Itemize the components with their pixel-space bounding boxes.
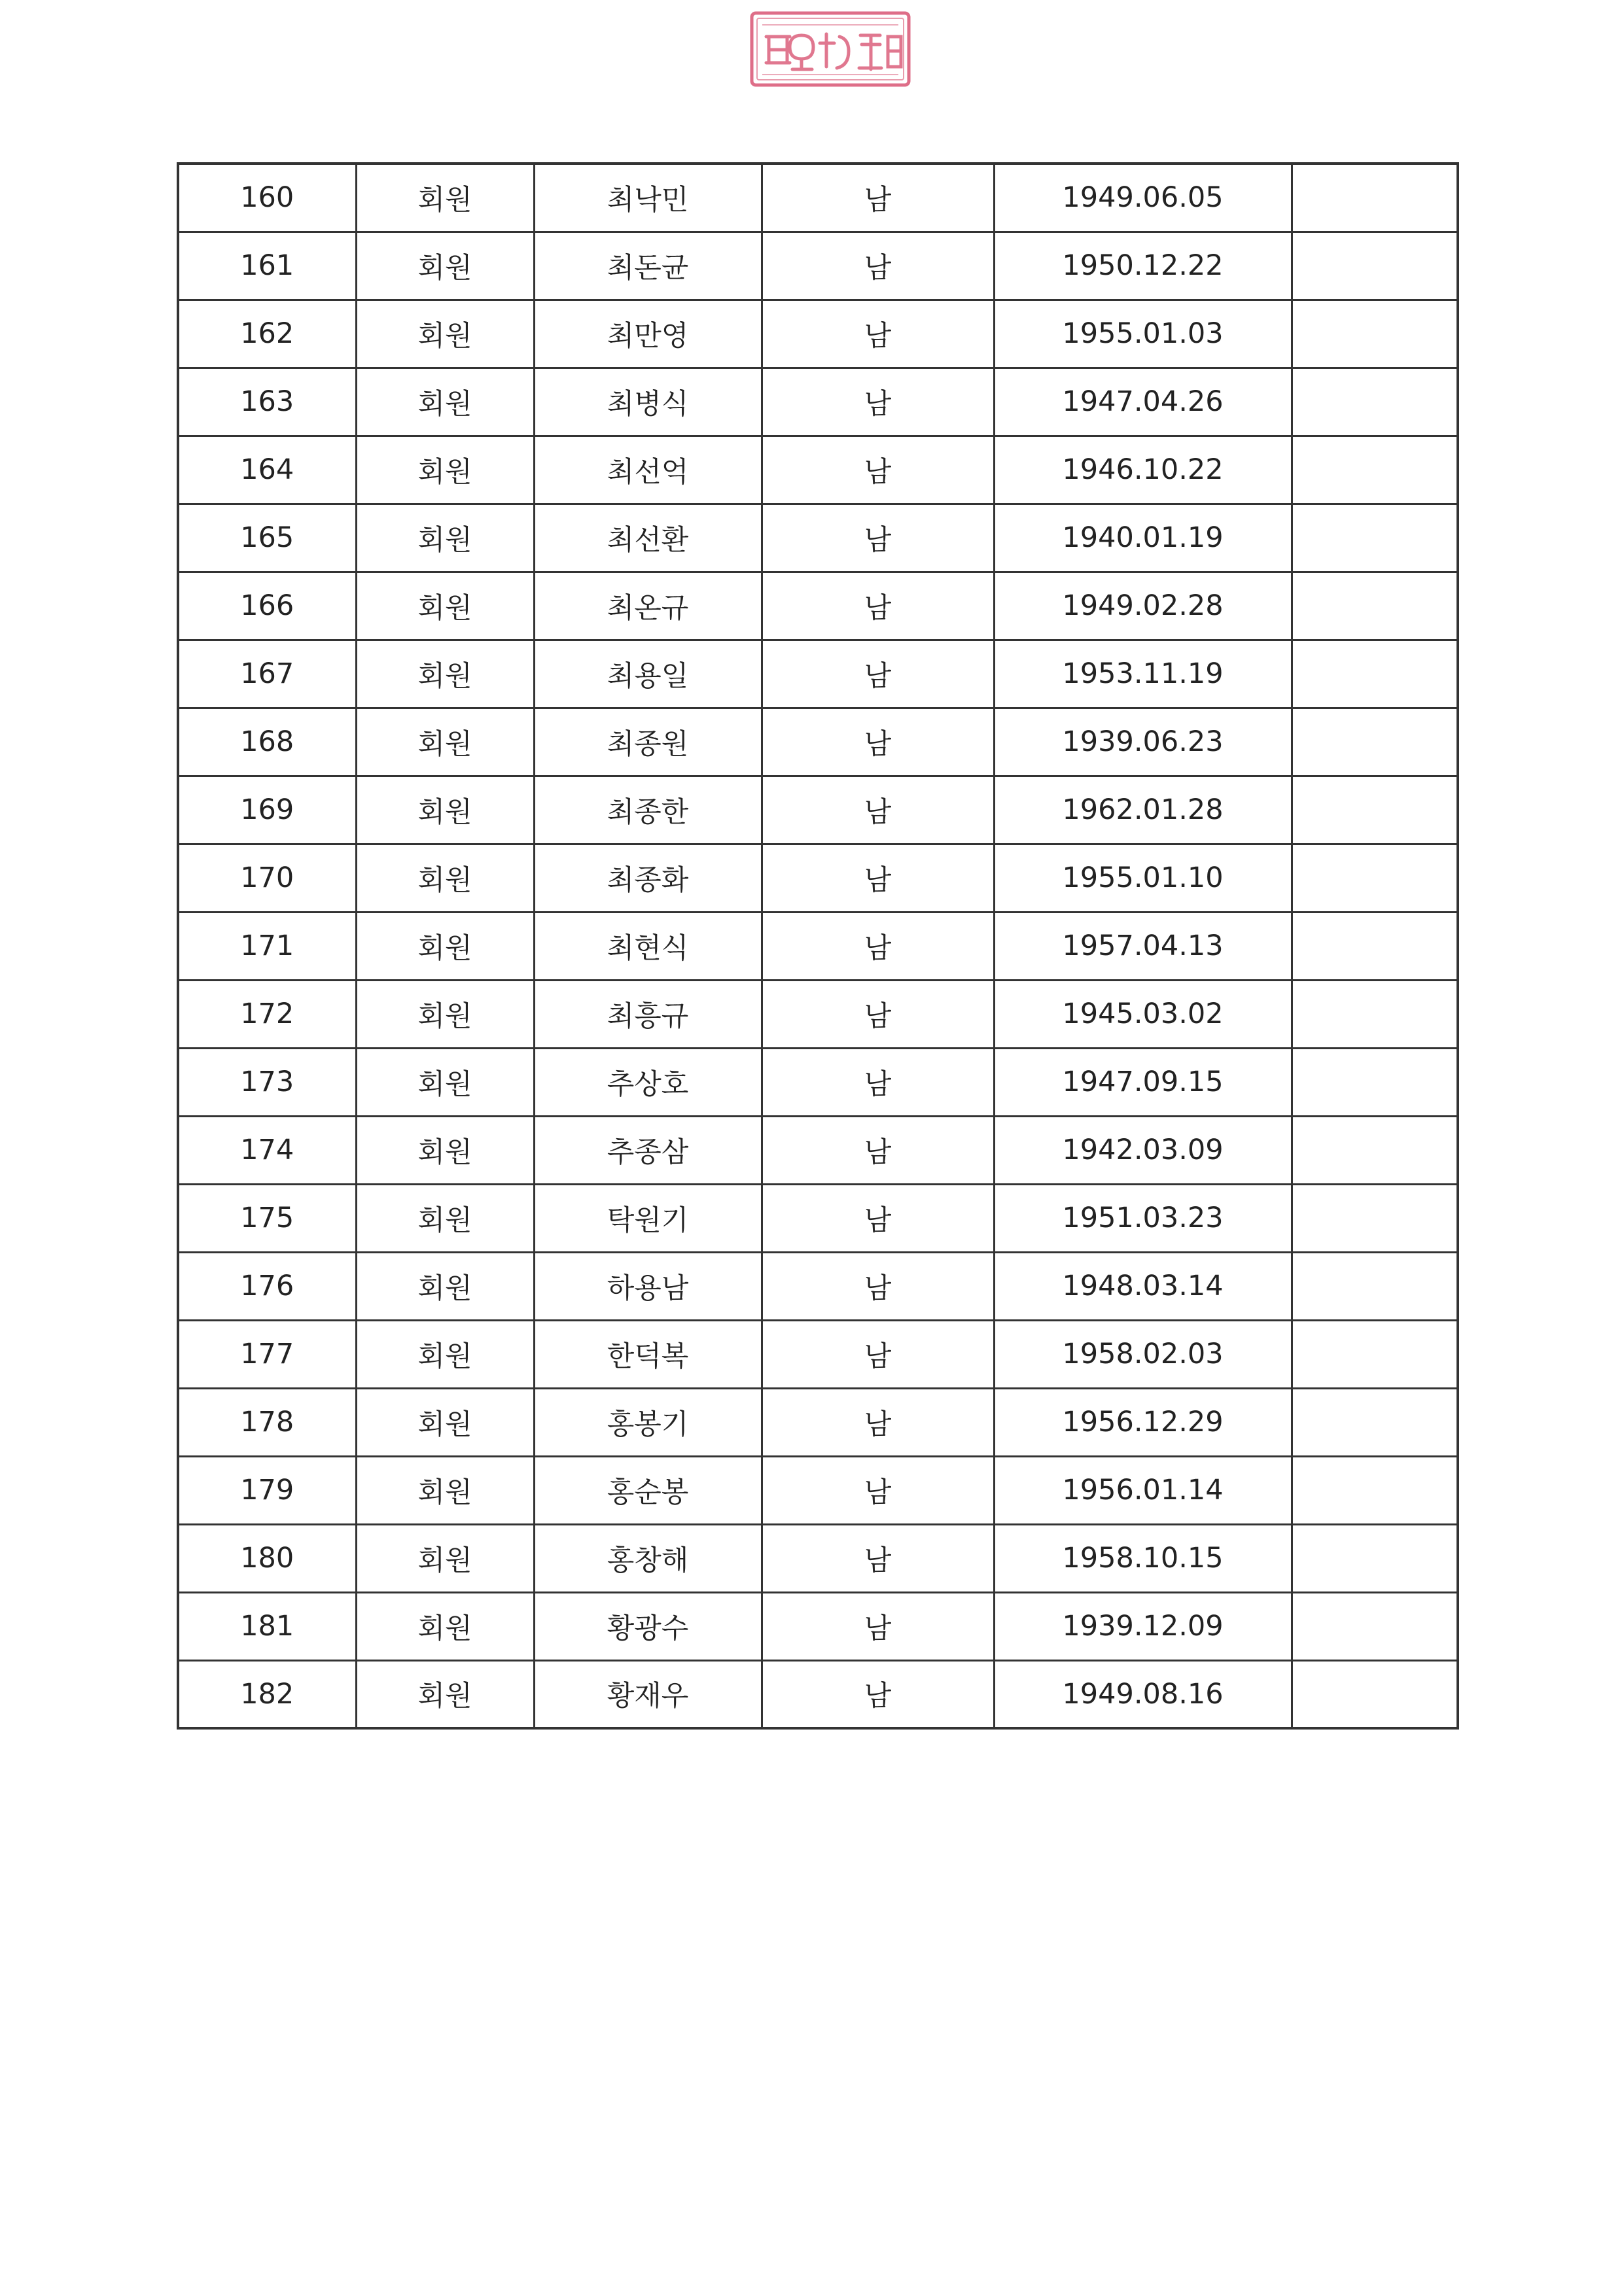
- table-row: [178, 1660, 1458, 1728]
- cell-number: 176: [178, 1252, 356, 1320]
- cell-number: 177: [178, 1320, 356, 1388]
- cell-gender: 남: [762, 1524, 994, 1592]
- cell-name: 최온규: [534, 572, 762, 640]
- cell-gender: 남: [762, 572, 994, 640]
- cell-gender: 남: [762, 164, 994, 232]
- table-row: [178, 572, 1458, 640]
- cell-birth-date: 1939.12.09: [994, 1592, 1292, 1660]
- cell-gender: 남: [762, 368, 994, 436]
- cell-gender: 남: [762, 436, 994, 504]
- cell-number: 178: [178, 1388, 356, 1456]
- cell-note: [1292, 980, 1458, 1048]
- cell-gender: 남: [762, 1048, 994, 1116]
- cell-member-type: 회원: [356, 776, 534, 844]
- cell-number: 162: [178, 300, 356, 368]
- table-row: [178, 232, 1458, 300]
- cell-number: 165: [178, 504, 356, 572]
- cell-note: [1292, 300, 1458, 368]
- cell-name: 최용일: [534, 640, 762, 708]
- cell-number: 160: [178, 164, 356, 232]
- cell-note: [1292, 1048, 1458, 1116]
- table-row: [178, 368, 1458, 436]
- cell-name: 추상호: [534, 1048, 762, 1116]
- table-row: [178, 300, 1458, 368]
- cell-member-type: 회원: [356, 1184, 534, 1252]
- cell-name: 하용남: [534, 1252, 762, 1320]
- cell-note: [1292, 1320, 1458, 1388]
- cell-member-type: 회원: [356, 1252, 534, 1320]
- cell-name: 최흥규: [534, 980, 762, 1048]
- table-row: [178, 1048, 1458, 1116]
- table-row: [178, 1252, 1458, 1320]
- cell-gender: 남: [762, 1388, 994, 1456]
- table-row: [178, 1116, 1458, 1184]
- table-row: [178, 1456, 1458, 1524]
- cell-name: 홍순봉: [534, 1456, 762, 1524]
- cell-note: [1292, 164, 1458, 232]
- cell-number: 175: [178, 1184, 356, 1252]
- cell-number: 169: [178, 776, 356, 844]
- cell-birth-date: 1958.10.15: [994, 1524, 1292, 1592]
- cell-number: 182: [178, 1660, 356, 1728]
- cell-birth-date: 1956.01.14: [994, 1456, 1292, 1524]
- cell-gender: 남: [762, 1456, 994, 1524]
- cell-gender: 남: [762, 708, 994, 776]
- cell-gender: 남: [762, 504, 994, 572]
- cell-member-type: 회원: [356, 1388, 534, 1456]
- table-row: [178, 504, 1458, 572]
- cell-member-type: 회원: [356, 1660, 534, 1728]
- cell-gender: 남: [762, 1660, 994, 1728]
- cell-number: 164: [178, 436, 356, 504]
- cell-member-type: 회원: [356, 844, 534, 912]
- cell-number: 174: [178, 1116, 356, 1184]
- cell-note: [1292, 708, 1458, 776]
- cell-note: [1292, 436, 1458, 504]
- cell-member-type: 회원: [356, 640, 534, 708]
- cell-birth-date: 1953.11.19: [994, 640, 1292, 708]
- cell-member-type: 회원: [356, 1116, 534, 1184]
- cell-name: 최돈균: [534, 232, 762, 300]
- cell-name: 최병식: [534, 368, 762, 436]
- cell-birth-date: 1949.06.05: [994, 164, 1292, 232]
- cell-name: 홍봉기: [534, 1388, 762, 1456]
- cell-birth-date: 1946.10.22: [994, 436, 1292, 504]
- cell-number: 171: [178, 912, 356, 980]
- cell-name: 황광수: [534, 1592, 762, 1660]
- cell-name: 최종원: [534, 708, 762, 776]
- cell-name: 홍창해: [534, 1524, 762, 1592]
- table-row: [178, 1184, 1458, 1252]
- cell-note: [1292, 776, 1458, 844]
- cell-note: [1292, 1660, 1458, 1728]
- cell-gender: 남: [762, 1184, 994, 1252]
- table-row: [178, 980, 1458, 1048]
- cell-number: 163: [178, 368, 356, 436]
- cell-birth-date: 1950.12.22: [994, 232, 1292, 300]
- table-row: [178, 1388, 1458, 1456]
- cell-birth-date: 1955.01.10: [994, 844, 1292, 912]
- cell-number: 170: [178, 844, 356, 912]
- cell-member-type: 회원: [356, 1456, 534, 1524]
- cell-number: 181: [178, 1592, 356, 1660]
- cell-birth-date: 1947.04.26: [994, 368, 1292, 436]
- cell-name: 최종한: [534, 776, 762, 844]
- cell-name: 최선환: [534, 504, 762, 572]
- cell-number: 172: [178, 980, 356, 1048]
- cell-number: 167: [178, 640, 356, 708]
- table-row: [178, 776, 1458, 844]
- cell-number: 168: [178, 708, 356, 776]
- table-row: [178, 640, 1458, 708]
- cell-member-type: 회원: [356, 1320, 534, 1388]
- cell-note: [1292, 1592, 1458, 1660]
- table-row: [178, 1320, 1458, 1388]
- cell-birth-date: 1949.08.16: [994, 1660, 1292, 1728]
- table-row: [178, 708, 1458, 776]
- cell-birth-date: 1957.04.13: [994, 912, 1292, 980]
- cell-note: [1292, 844, 1458, 912]
- cell-gender: 남: [762, 232, 994, 300]
- table-row: [178, 912, 1458, 980]
- table-row: [178, 164, 1458, 232]
- cell-birth-date: 1942.03.09: [994, 1116, 1292, 1184]
- cell-name: 최낙민: [534, 164, 762, 232]
- cell-note: [1292, 232, 1458, 300]
- cell-birth-date: 1962.01.28: [994, 776, 1292, 844]
- cell-gender: 남: [762, 980, 994, 1048]
- cell-note: [1292, 1456, 1458, 1524]
- cell-note: [1292, 504, 1458, 572]
- cell-member-type: 회원: [356, 1524, 534, 1592]
- cell-birth-date: 1958.02.03: [994, 1320, 1292, 1388]
- cell-gender: 남: [762, 844, 994, 912]
- cell-note: [1292, 572, 1458, 640]
- cell-note: [1292, 912, 1458, 980]
- cell-member-type: 회원: [356, 504, 534, 572]
- seal-stamp: [749, 10, 911, 88]
- cell-member-type: 회원: [356, 912, 534, 980]
- cell-birth-date: 1947.09.15: [994, 1048, 1292, 1116]
- cell-gender: 남: [762, 776, 994, 844]
- cell-birth-date: 1940.01.19: [994, 504, 1292, 572]
- table-row: [178, 1592, 1458, 1660]
- cell-member-type: 회원: [356, 980, 534, 1048]
- cell-name: 최현식: [534, 912, 762, 980]
- cell-member-type: 회원: [356, 1592, 534, 1660]
- cell-name: 탁원기: [534, 1184, 762, 1252]
- cell-member-type: 회원: [356, 164, 534, 232]
- cell-name: 최종화: [534, 844, 762, 912]
- cell-number: 166: [178, 572, 356, 640]
- cell-note: [1292, 368, 1458, 436]
- cell-number: 161: [178, 232, 356, 300]
- cell-note: [1292, 1116, 1458, 1184]
- cell-note: [1292, 640, 1458, 708]
- cell-birth-date: 1948.03.14: [994, 1252, 1292, 1320]
- cell-birth-date: 1945.03.02: [994, 980, 1292, 1048]
- cell-member-type: 회원: [356, 436, 534, 504]
- cell-gender: 남: [762, 1116, 994, 1184]
- cell-birth-date: 1956.12.29: [994, 1388, 1292, 1456]
- cell-note: [1292, 1184, 1458, 1252]
- cell-gender: 남: [762, 300, 994, 368]
- cell-name: 최만영: [534, 300, 762, 368]
- cell-number: 180: [178, 1524, 356, 1592]
- cell-birth-date: 1939.06.23: [994, 708, 1292, 776]
- cell-note: [1292, 1524, 1458, 1592]
- cell-member-type: 회원: [356, 708, 534, 776]
- cell-gender: 남: [762, 1592, 994, 1660]
- cell-gender: 남: [762, 1252, 994, 1320]
- cell-member-type: 회원: [356, 368, 534, 436]
- cell-note: [1292, 1388, 1458, 1456]
- cell-member-type: 회원: [356, 300, 534, 368]
- member-rows: [178, 164, 1458, 1728]
- cell-member-type: 회원: [356, 572, 534, 640]
- cell-gender: 남: [762, 912, 994, 980]
- cell-name: 한덕복: [534, 1320, 762, 1388]
- cell-birth-date: 1955.01.03: [994, 300, 1292, 368]
- member-table: [177, 162, 1459, 1730]
- cell-gender: 남: [762, 1320, 994, 1388]
- cell-name: 추종삼: [534, 1116, 762, 1184]
- cell-member-type: 회원: [356, 232, 534, 300]
- cell-note: [1292, 1252, 1458, 1320]
- cell-birth-date: 1949.02.28: [994, 572, 1292, 640]
- cell-member-type: 회원: [356, 1048, 534, 1116]
- table-row: [178, 1524, 1458, 1592]
- cell-number: 173: [178, 1048, 356, 1116]
- cell-birth-date: 1951.03.23: [994, 1184, 1292, 1252]
- cell-number: 179: [178, 1456, 356, 1524]
- table-row: [178, 844, 1458, 912]
- table-row: [178, 436, 1458, 504]
- cell-name: 황재우: [534, 1660, 762, 1728]
- cell-name: 최선억: [534, 436, 762, 504]
- cell-gender: 남: [762, 640, 994, 708]
